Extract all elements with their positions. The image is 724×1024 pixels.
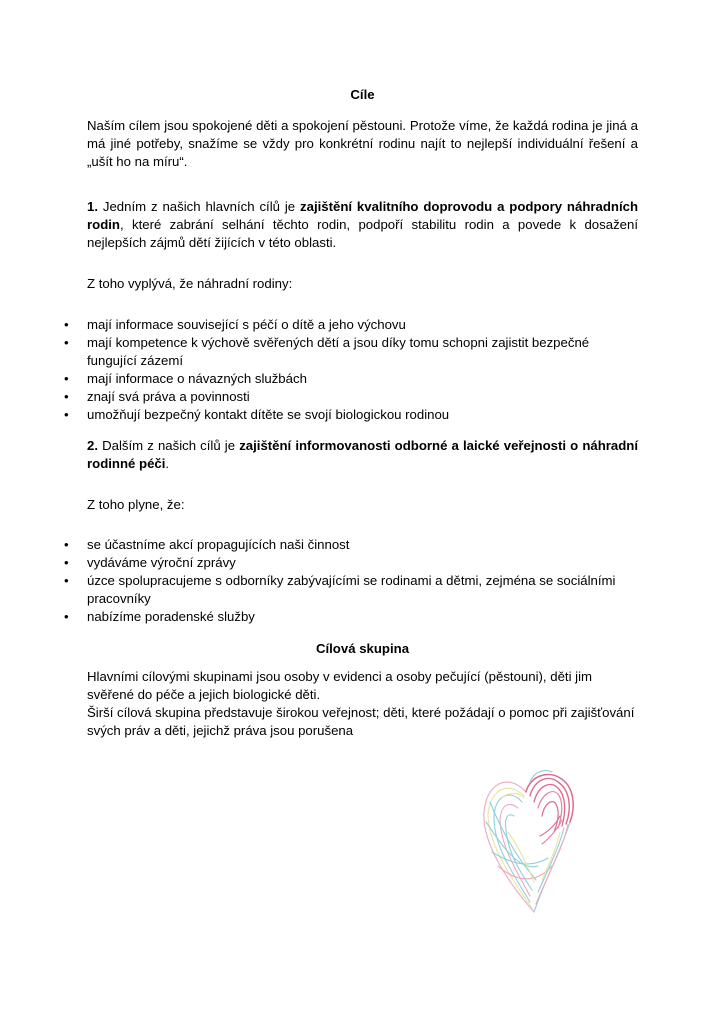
target-group-paragraph-2: Širší cílová skupina představuje širokou veřejnost; děti, které požádají o pomoc při zajišťování svých práv a děti, jejichž práva jsou porušena — [87, 705, 635, 738]
intro-paragraph: Naším cílem jsou spokojené děti a spokojení pěstouni. Protože víme, že každá rodina je jiná a má jiné potřeby, snažíme se vždy pro konkrétní rodinu najít to nejlepší individuální řešení a „ušít ho na míru“. — [87, 118, 638, 169]
goal-2-lead: Dalším z našich cílů je — [98, 438, 240, 453]
goal-2-paragraph — [87, 437, 638, 473]
goal-2-bullet-list — [87, 536, 638, 626]
goal-1-number: 1. — [87, 199, 98, 214]
goal-1-bold: zajištění kvalitního doprovodu a podpory náhradních rodin — [87, 199, 638, 232]
goal-1-paragraph — [87, 198, 638, 252]
list-item: • mají informace související s péčí o dítě a jeho výchovu — [87, 316, 638, 334]
crayon-stroke — [540, 816, 560, 836]
list-item: • znají svá práva a povinnosti — [87, 388, 638, 406]
crayon-stroke — [508, 832, 534, 882]
goal-1-rest: , které zabrání selhání těchto rodin, podpoří stabilitu rodin a povede k dosažení nejlepších zájmů dětí žijících v této oblasti. — [87, 217, 638, 250]
target-group-paragraph-1: Hlavními cílovými skupinami jsou osoby v evidenci a osoby pečující (pěstouni), děti jim svěřené do péče a jejich biologické děti. — [87, 669, 593, 702]
list-item: • mají kompetence k výchově svěřených dětí a jsou díky tomu schopni zajistit bezpečné fungující zázemí — [87, 334, 638, 370]
goal-2-rest: . — [165, 456, 170, 471]
list-item: • úzce spolupracujeme s odborníky zabývajícími se rodinami a dětmi, zejména se sociálními pracovníky — [87, 572, 638, 608]
crayon-stroke — [486, 822, 538, 867]
list-item: • mají informace o návazných službách — [87, 370, 638, 388]
heading-cile: Cíle — [350, 87, 375, 102]
list-item: • se účastníme akcí propagujících naši činnost — [87, 536, 638, 554]
heading-cilova-skupina: Cílová skupina — [315, 641, 410, 656]
goal-1-lead: Jedním z našich hlavních cílů je — [98, 199, 301, 214]
heart-crayon-drawing-icon — [478, 762, 588, 922]
goal-2-follow: Z toho plyne, že: — [87, 497, 185, 512]
goal-2-bold: zajištění informovanosti odborné a laické veřejnosti o náhradní rodinné péči — [87, 438, 639, 471]
list-item: • vydáváme výroční zprávy — [87, 554, 638, 572]
goal-1-follow: Z toho vyplývá, že náhradní rodiny: — [87, 276, 293, 291]
goal-2-number: 2. — [87, 438, 98, 453]
list-item: • umožňují bezpečný kontakt dítěte se svojí biologickou rodinou — [87, 406, 638, 424]
goal-1-bullet-list — [87, 316, 638, 424]
crayon-stroke — [526, 774, 573, 822]
list-item: • nabízíme poradenské služby — [87, 608, 638, 626]
crayon-stroke — [490, 802, 536, 880]
crayon-stroke — [542, 802, 558, 832]
